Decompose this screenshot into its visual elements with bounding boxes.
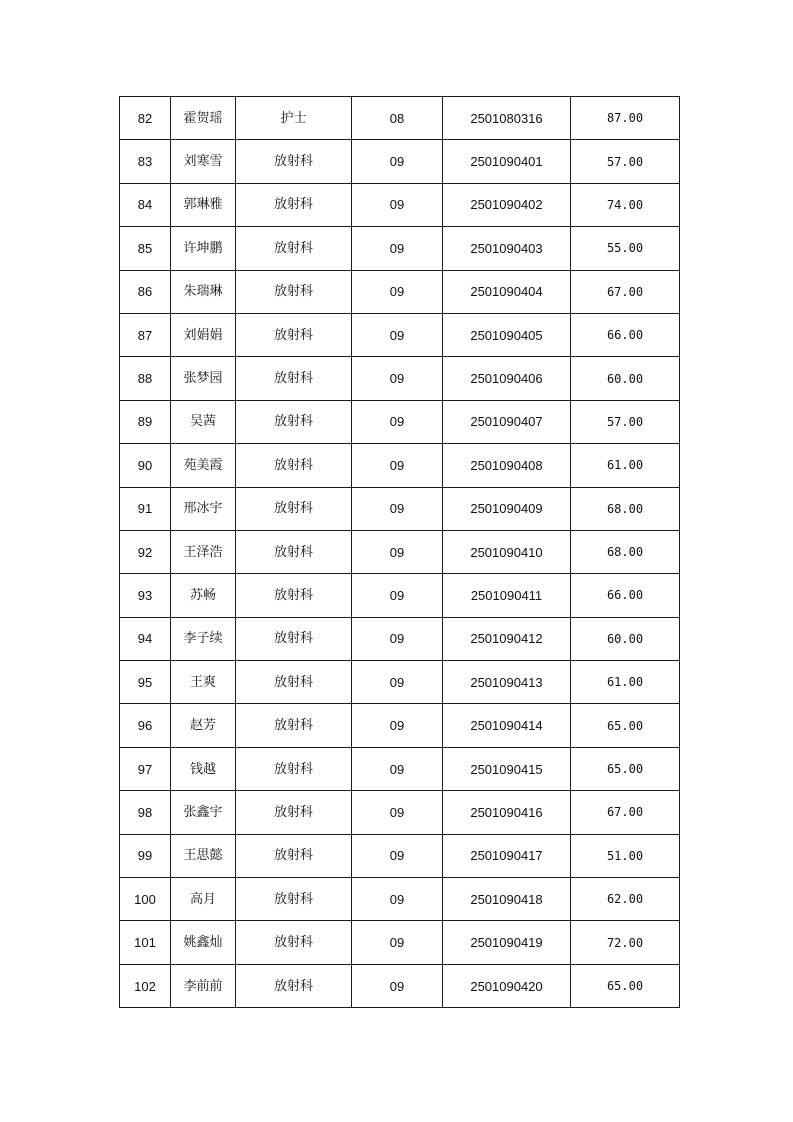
post-code-cell: 09 (352, 921, 443, 964)
score-cell: 66.00 (571, 313, 680, 356)
table-row (120, 357, 680, 400)
post-code-cell: 09 (352, 313, 443, 356)
row-number-cell: 92 (120, 530, 171, 573)
row-number-cell: 97 (120, 747, 171, 790)
score-cell: 67.00 (571, 270, 680, 313)
post-code-cell: 09 (352, 878, 443, 921)
table-row (120, 97, 680, 140)
candidate-name-cell: 霍贺瑶 (171, 97, 236, 140)
table-row (120, 574, 680, 617)
post-code-cell: 09 (352, 791, 443, 834)
department-cell: 护士 (236, 97, 352, 140)
ticket-number-cell: 2501090416 (443, 791, 571, 834)
row-number-cell: 82 (120, 97, 171, 140)
candidate-name-cell: 王思懿 (171, 834, 236, 877)
table-row (120, 183, 680, 226)
department-cell: 放射科 (236, 661, 352, 704)
ticket-number-cell: 2501090406 (443, 357, 571, 400)
score-cell: 51.00 (571, 834, 680, 877)
ticket-number-cell: 2501080316 (443, 97, 571, 140)
table-row (120, 270, 680, 313)
department-cell: 放射科 (236, 183, 352, 226)
post-code-cell: 09 (352, 140, 443, 183)
ticket-number-cell: 2501090401 (443, 140, 571, 183)
ticket-number-cell: 2501090419 (443, 921, 571, 964)
table-row (120, 227, 680, 270)
post-code-cell: 09 (352, 227, 443, 270)
candidate-name-cell: 许坤鹏 (171, 227, 236, 270)
ticket-number-cell: 2501090404 (443, 270, 571, 313)
post-code-cell: 09 (352, 574, 443, 617)
row-number-cell: 100 (120, 878, 171, 921)
post-code-cell: 09 (352, 270, 443, 313)
row-number-cell: 85 (120, 227, 171, 270)
ticket-number-cell: 2501090411 (443, 574, 571, 617)
table-row (120, 140, 680, 183)
table-row (120, 400, 680, 443)
department-cell: 放射科 (236, 964, 352, 1007)
table-row (120, 661, 680, 704)
ticket-number-cell: 2501090412 (443, 617, 571, 660)
table-row (120, 834, 680, 877)
post-code-cell: 09 (352, 487, 443, 530)
post-code-cell: 09 (352, 617, 443, 660)
candidate-name-cell: 王爽 (171, 661, 236, 704)
post-code-cell: 09 (352, 964, 443, 1007)
row-number-cell: 98 (120, 791, 171, 834)
candidate-name-cell: 刘寒雪 (171, 140, 236, 183)
score-cell: 61.00 (571, 444, 680, 487)
post-code-cell: 09 (352, 747, 443, 790)
candidate-name-cell: 李子续 (171, 617, 236, 660)
candidate-name-cell: 吴茜 (171, 400, 236, 443)
post-code-cell: 09 (352, 704, 443, 747)
department-cell: 放射科 (236, 530, 352, 573)
table-row (120, 530, 680, 573)
ticket-number-cell: 2501090413 (443, 661, 571, 704)
department-cell: 放射科 (236, 921, 352, 964)
row-number-cell: 93 (120, 574, 171, 617)
row-number-cell: 90 (120, 444, 171, 487)
ticket-number-cell: 2501090410 (443, 530, 571, 573)
score-cell: 66.00 (571, 574, 680, 617)
department-cell: 放射科 (236, 704, 352, 747)
department-cell: 放射科 (236, 313, 352, 356)
candidate-name-cell: 苑美霞 (171, 444, 236, 487)
score-cell: 68.00 (571, 530, 680, 573)
table-row (120, 487, 680, 530)
score-table (119, 96, 680, 1008)
candidate-name-cell: 苏畅 (171, 574, 236, 617)
row-number-cell: 94 (120, 617, 171, 660)
candidate-name-cell: 郭琳雅 (171, 183, 236, 226)
table-row (120, 964, 680, 1007)
ticket-number-cell: 2501090418 (443, 878, 571, 921)
row-number-cell: 88 (120, 357, 171, 400)
ticket-number-cell: 2501090408 (443, 444, 571, 487)
department-cell: 放射科 (236, 400, 352, 443)
row-number-cell: 89 (120, 400, 171, 443)
department-cell: 放射科 (236, 140, 352, 183)
score-cell: 57.00 (571, 140, 680, 183)
score-cell: 61.00 (571, 661, 680, 704)
department-cell: 放射科 (236, 791, 352, 834)
post-code-cell: 09 (352, 183, 443, 226)
score-cell: 60.00 (571, 617, 680, 660)
candidate-name-cell: 王泽浩 (171, 530, 236, 573)
score-cell: 68.00 (571, 487, 680, 530)
table-row (120, 704, 680, 747)
table-row (120, 617, 680, 660)
row-number-cell: 83 (120, 140, 171, 183)
department-cell: 放射科 (236, 270, 352, 313)
table-row (120, 313, 680, 356)
score-cell: 62.00 (571, 878, 680, 921)
row-number-cell: 91 (120, 487, 171, 530)
post-code-cell: 09 (352, 444, 443, 487)
department-cell: 放射科 (236, 747, 352, 790)
ticket-number-cell: 2501090409 (443, 487, 571, 530)
table-row (120, 878, 680, 921)
department-cell: 放射科 (236, 357, 352, 400)
row-number-cell: 101 (120, 921, 171, 964)
row-number-cell: 84 (120, 183, 171, 226)
score-cell: 87.00 (571, 97, 680, 140)
row-number-cell: 86 (120, 270, 171, 313)
score-cell: 67.00 (571, 791, 680, 834)
row-number-cell: 102 (120, 964, 171, 1007)
ticket-number-cell: 2501090414 (443, 704, 571, 747)
score-cell: 65.00 (571, 964, 680, 1007)
department-cell: 放射科 (236, 574, 352, 617)
post-code-cell: 09 (352, 834, 443, 877)
ticket-number-cell: 2501090403 (443, 227, 571, 270)
post-code-cell: 08 (352, 97, 443, 140)
post-code-cell: 09 (352, 661, 443, 704)
department-cell: 放射科 (236, 444, 352, 487)
row-number-cell: 87 (120, 313, 171, 356)
score-cell: 57.00 (571, 400, 680, 443)
score-cell: 55.00 (571, 227, 680, 270)
score-cell: 65.00 (571, 704, 680, 747)
ticket-number-cell: 2501090405 (443, 313, 571, 356)
candidate-name-cell: 赵芳 (171, 704, 236, 747)
candidate-name-cell: 钱越 (171, 747, 236, 790)
department-cell: 放射科 (236, 878, 352, 921)
candidate-name-cell: 刘娟娟 (171, 313, 236, 356)
score-table-body (120, 97, 680, 1008)
score-cell: 72.00 (571, 921, 680, 964)
department-cell: 放射科 (236, 834, 352, 877)
row-number-cell: 99 (120, 834, 171, 877)
candidate-name-cell: 李前前 (171, 964, 236, 1007)
score-cell: 74.00 (571, 183, 680, 226)
candidate-name-cell: 邢冰宇 (171, 487, 236, 530)
table-row (120, 747, 680, 790)
score-cell: 65.00 (571, 747, 680, 790)
post-code-cell: 09 (352, 530, 443, 573)
candidate-name-cell: 姚鑫灿 (171, 921, 236, 964)
score-cell: 60.00 (571, 357, 680, 400)
row-number-cell: 95 (120, 661, 171, 704)
candidate-name-cell: 张鑫宇 (171, 791, 236, 834)
post-code-cell: 09 (352, 400, 443, 443)
row-number-cell: 96 (120, 704, 171, 747)
candidate-name-cell: 张梦园 (171, 357, 236, 400)
ticket-number-cell: 2501090402 (443, 183, 571, 226)
post-code-cell: 09 (352, 357, 443, 400)
ticket-number-cell: 2501090417 (443, 834, 571, 877)
ticket-number-cell: 2501090415 (443, 747, 571, 790)
ticket-number-cell: 2501090407 (443, 400, 571, 443)
table-row (120, 921, 680, 964)
table-row (120, 444, 680, 487)
candidate-name-cell: 朱瑞琳 (171, 270, 236, 313)
department-cell: 放射科 (236, 227, 352, 270)
department-cell: 放射科 (236, 617, 352, 660)
table-row (120, 791, 680, 834)
ticket-number-cell: 2501090420 (443, 964, 571, 1007)
department-cell: 放射科 (236, 487, 352, 530)
candidate-name-cell: 高月 (171, 878, 236, 921)
